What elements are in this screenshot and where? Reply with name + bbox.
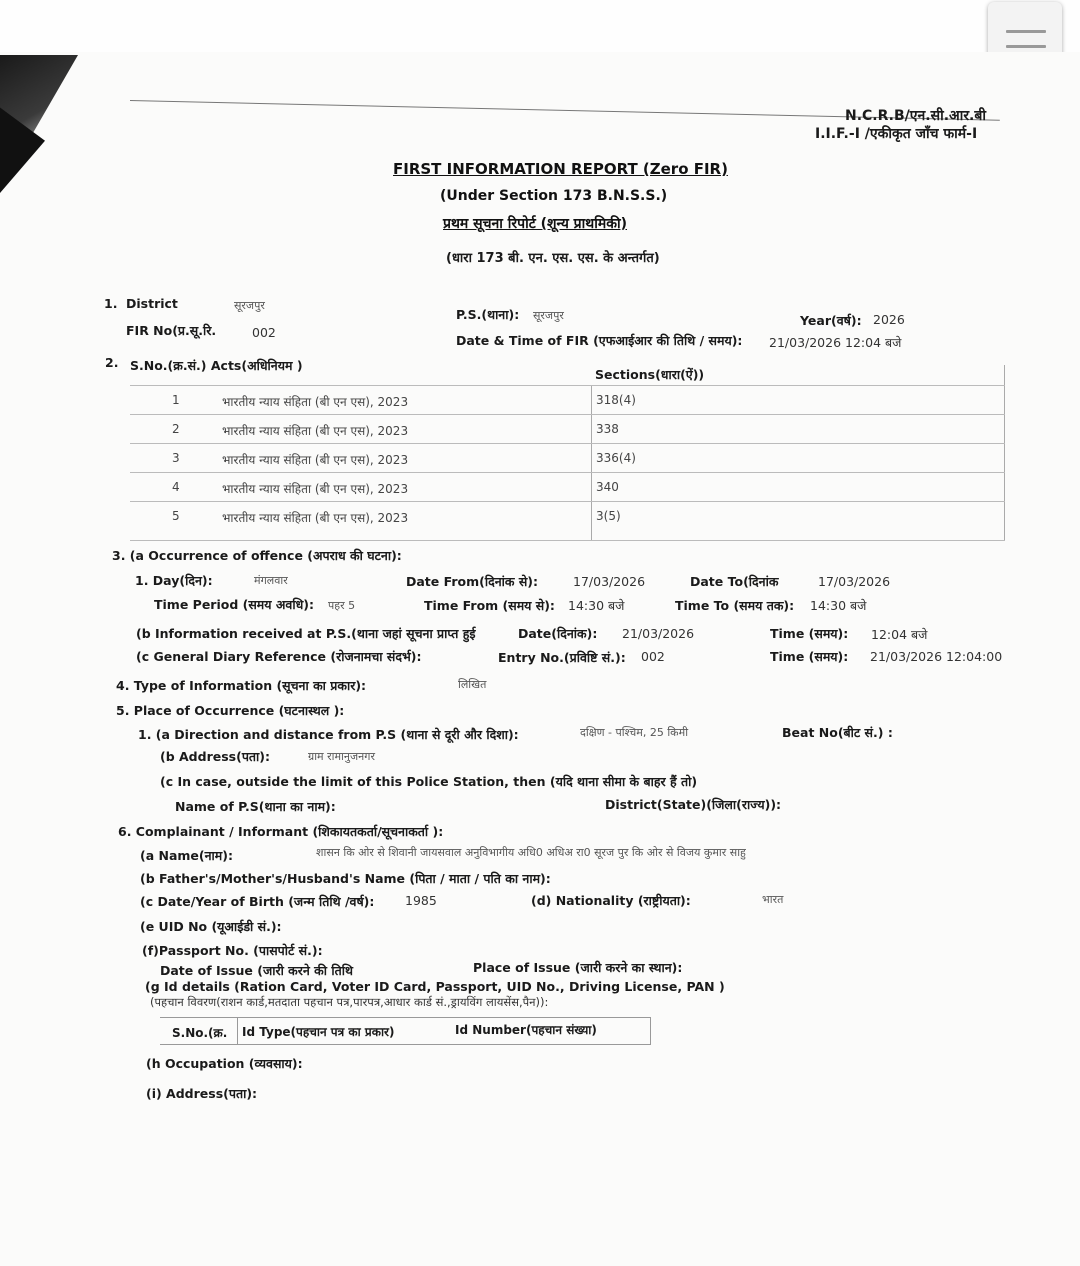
date-from-value: 17/03/2026 xyxy=(573,574,646,589)
time-from-value: 14:30 बजे xyxy=(568,598,625,613)
id-col-type: Id Type(पहचान पत्र का प्रकार) xyxy=(242,1025,395,1039)
time-period-value: पहर 5 xyxy=(328,599,356,612)
info-time-value: 12:04 बजे xyxy=(871,627,928,642)
row-section: 3(5) xyxy=(596,509,621,523)
time-to-value: 14:30 बजे xyxy=(810,598,867,613)
info-date-label: Date(दिनांक): xyxy=(518,626,598,641)
row-act: भारतीय न्याय संहिता (बी एन एस), 2023 xyxy=(222,424,409,438)
row-section: 336(4) xyxy=(596,451,636,465)
nationality-label: (d) Nationality (राष्ट्रीयता): xyxy=(531,893,691,908)
uid-label: (e UID No (यूआईडी सं.): xyxy=(140,919,282,934)
ps-value: सूरजपुर xyxy=(533,309,564,322)
ncrb-label: N.C.R.B/एन.सी.आर.बी xyxy=(845,108,986,124)
id-col-number: Id Number(पहचान संख्या) xyxy=(455,1023,597,1037)
row-sno: 5 xyxy=(172,509,180,523)
row-section: 338 xyxy=(596,422,619,436)
row-section: 318(4) xyxy=(596,393,636,407)
beat-no-label: Beat No(बीट सं.) : xyxy=(782,725,893,740)
day-value: मंगलवार xyxy=(254,574,288,587)
s1-number: 1. xyxy=(104,296,118,311)
gd-time-label: Time (समय): xyxy=(770,649,849,664)
table-row xyxy=(130,472,1005,502)
info-type-label: 4. Type of Information (सूचना का प्रकार): xyxy=(116,678,367,693)
day-label: 1. Day(दिन): xyxy=(135,573,213,588)
time-to-label: Time To (समय तक): xyxy=(675,598,795,613)
nationality-value: भारत xyxy=(762,893,784,906)
time-period-label: Time Period (समय अवधि): xyxy=(154,597,315,612)
address-value: ग्राम रामानुजनगर xyxy=(308,750,375,763)
occupation-label: (h Occupation (व्यवसाय): xyxy=(146,1056,303,1071)
acts-label: S.No.(क्र.सं.) Acts(अधिनियम ) xyxy=(130,358,303,373)
s2-number: 2. xyxy=(105,355,119,370)
row-sno: 4 xyxy=(172,480,180,494)
complainant-label: 6. Complainant / Informant (शिकायतकर्ता/सूचनाकर्ता ): xyxy=(118,824,444,839)
ps-name-label: Name of P.S(थाना का नाम): xyxy=(175,799,336,814)
table-row xyxy=(130,385,1005,415)
fir-label: FIR No(प्र.सू.रि. xyxy=(126,323,217,338)
complainant-name-value: शासन कि ओर से शिवानी जायसवाल अनुविभागीय अधि0 अधिअ रा0 सूरज पुर कि ओर से विजय कुमार साहु xyxy=(316,846,746,859)
page-subtitle: (Under Section 173 B.N.S.S.) xyxy=(440,188,668,204)
dob-value: 1985 xyxy=(405,893,437,908)
row-sno: 2 xyxy=(172,422,180,436)
complainant-address-label: (i) Address(पता): xyxy=(146,1086,258,1101)
table-row xyxy=(130,414,1005,444)
row-sno: 1 xyxy=(172,393,180,407)
info-time-label: Time (समय): xyxy=(770,626,849,641)
district-value: सूरजपुर xyxy=(234,299,265,312)
gd-reference-label: (c General Diary Reference (रोजनामचा संदर्भ): xyxy=(136,649,422,664)
ps-label: P.S.(थाना): xyxy=(456,307,520,322)
dob-label: (c Date/Year of Birth (जन्म तिथि /वर्ष): xyxy=(140,894,375,909)
date-to-value: 17/03/2026 xyxy=(818,574,891,589)
page-subtitle-hindi: (धारा 173 बी. एन. एस. एस. के अन्तर्गत) xyxy=(446,251,660,266)
row-act: भारतीय न्याय संहिता (बी एन एस), 2023 xyxy=(222,511,409,525)
issue-place-label: Place of Issue (जारी करने का स्थान): xyxy=(473,960,683,975)
info-received-label: (b Information received at P.S.(थाना जहां सूचना प्राप्त हुई xyxy=(136,626,476,641)
row-act: भारतीय न्याय संहिता (बी एन एस), 2023 xyxy=(222,395,409,409)
issue-date-label: Date of Issue (जारी करने की तिथि xyxy=(160,963,353,978)
id-details-label: (g Id details (Ration Card, Voter ID Card, Passport, UID No., Driving License, PAN ) xyxy=(145,979,725,994)
row-section: 340 xyxy=(596,480,619,494)
fir-value: 002 xyxy=(252,325,276,340)
direction-label: 1. (a Direction and distance from P.S (थाना से दूरी और दिशा): xyxy=(138,727,519,742)
row-act: भारतीय न्याय संहिता (बी एन एस), 2023 xyxy=(222,482,409,496)
time-from-label: Time From (समय से): xyxy=(424,598,555,613)
table-row xyxy=(130,501,1005,541)
row-sno: 3 xyxy=(172,451,180,465)
id-details-table xyxy=(160,1017,651,1045)
outside-limit-label: (c In case, outside the limit of this Police Station, then (यदि थाना सीमा के बाहर हैं तो) xyxy=(160,774,698,789)
entry-no-value: 002 xyxy=(641,649,665,664)
passport-label: (f)Passport No. (पासपोर्ट सं.): xyxy=(142,943,323,958)
info-type-value: लिखित xyxy=(458,678,487,691)
direction-value: दक्षिण - पश्चिम, 25 किमी xyxy=(580,726,689,739)
year-value: 2026 xyxy=(873,312,905,327)
district-label: District xyxy=(126,296,178,311)
iif-label: I.I.F.-I /एकीकृत जाँच फार्म-I xyxy=(815,126,978,142)
place-label: 5. Place of Occurrence (घटनास्थल ): xyxy=(116,703,345,718)
address-label: (b Address(पता): xyxy=(160,749,270,764)
page-title-hindi: प्रथम सूचना रिपोर्ट (शून्य प्राथमिकी) xyxy=(443,216,627,232)
gd-time-value: 21/03/2026 12:04:00 xyxy=(870,649,1003,664)
sections-label: Sections(धारा(ऐं)) xyxy=(595,367,705,382)
year-label: Year(वर्ष): xyxy=(800,313,862,328)
menu-icon xyxy=(1006,30,1046,33)
district-state-label: District(State)(जिला(राज्य)): xyxy=(605,797,782,812)
father-name-label: (b Father's/Mother's/Husband's Name (पिता / माता / पति का नाम): xyxy=(140,871,551,886)
fir-datetime-label: Date & Time of FIR (एफआईआर की तिथि / समय): xyxy=(456,333,743,348)
occurrence-label: 3. (a Occurrence of offence (अपराध की घटना): xyxy=(112,548,402,563)
page-title: FIRST INFORMATION REPORT (Zero FIR) xyxy=(393,160,728,178)
info-date-value: 21/03/2026 xyxy=(622,626,695,641)
entry-no-label: Entry No.(प्रविष्टि सं.): xyxy=(498,650,626,665)
date-to-label: Date To(दिनांक xyxy=(690,574,779,589)
fir-datetime-value: 21/03/2026 12:04 बजे xyxy=(769,335,902,350)
id-col-divider xyxy=(237,1018,238,1044)
viewer-top-bar xyxy=(0,0,1080,52)
id-col-sno: S.No.(क्र. xyxy=(172,1026,228,1040)
complainant-name-label: (a Name(नाम): xyxy=(140,848,233,863)
table-row xyxy=(130,443,1005,473)
row-act: भारतीय न्याय संहिता (बी एन एस), 2023 xyxy=(222,453,409,467)
acts-table xyxy=(130,365,1005,541)
id-details-hindi: (पहचान विवरण(राशन कार्ड,मतदाता पहचान पत्र,पारपत्र,आधार कार्ड सं.,ड्रायविंग लायसेंस,पैन)): xyxy=(150,995,549,1009)
menu-icon xyxy=(1006,45,1046,48)
date-from-label: Date From(दिनांक से): xyxy=(406,574,539,589)
